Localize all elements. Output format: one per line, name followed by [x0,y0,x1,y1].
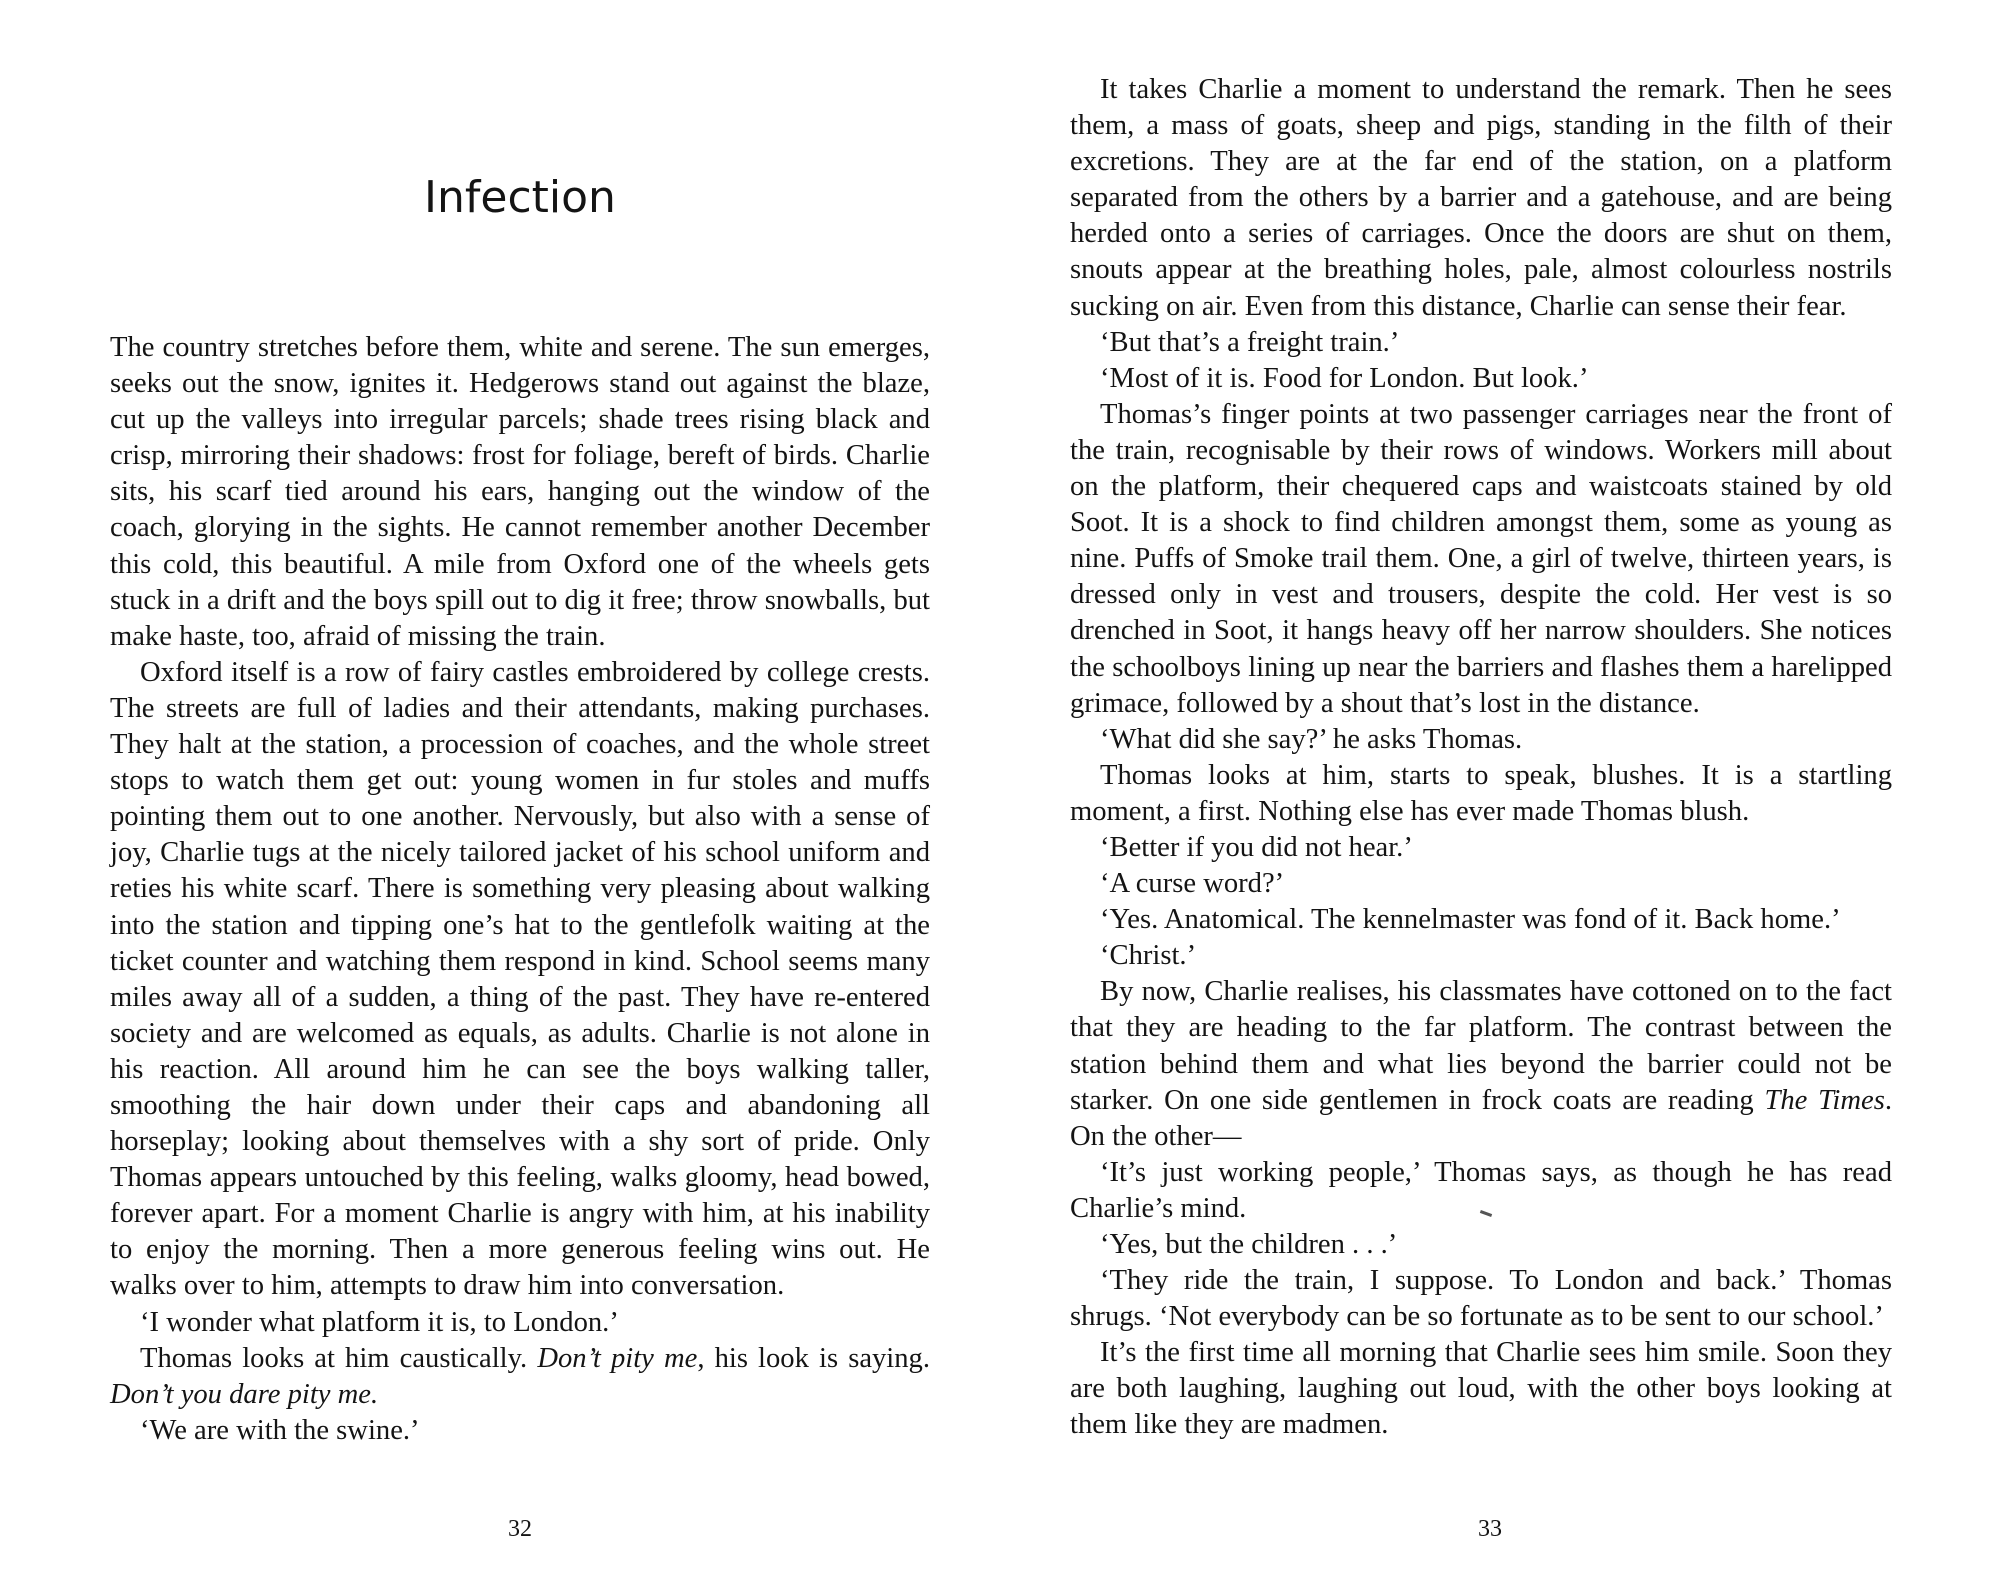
paragraph: Oxford itself is a row of fairy castles embroidered by college crests. The streets are full of ladies and their attendants, making purchases. They halt at the station, a procession of coaches, and the whole street stops to watch them get out: young women in fur stoles and muffs pointing them out to one another. Nervously, but also with a sense of joy, Charlie tugs at the nicely tailored jacket of his school uniform and reties his white scarf. There is something very pleasing about walking into the station and tipping one’s hat to the gentlefolk waiting at the ticket counter and watching them respond in kind. School seems many miles away all of a sudden, a thing of the past. They have re-entered society and are welcomed as equals, as adults. Charlie is not alone in his reaction. All around him he can see the boys walking taller, smoothing the hair down under their caps and abandoning all horseplay; looking about themselves with a shy sort of pride. Only Thomas appears untouched by this feeling, walks gloomy, head bowed, forever apart. For a moment Charlie is angry with him, at his inability to enjoy the morning. Then a more generous feeling wins out. He walks over to him, attempts to draw him into conversation. [110,656,930,1302]
left-page-text [110,330,930,1449]
paragraph: ‘What did she say?’ he asks Thomas. [1100,723,1523,755]
paragraph: It’s the first time all morning that Charlie sees him smile. Soon they are both laughing, laughing out loud, with the other boys looking at them like they are madmen. [1070,1337,1892,1441]
italic-phrase: Don’t you dare pity me. [110,1378,379,1410]
chapter-title: Infection [424,172,616,223]
right-page [1000,0,2000,1594]
paragraph: ‘We are with the swine.’ [140,1414,420,1446]
paragraph: Thomas’s finger points at two passenger carriages near the front of the train, recognisable by their rows of windows. Workers mill about on the platform, their chequered caps and waistcoats stained by old Soot. It is a shock to find children amongst them, some as young as nine. Puffs of Smoke trail them. One, a girl of twelve, thirteen years, is dressed only in vest and trousers, despite the cold. Her vest is so drenched in Soot, it hangs heavy off her narrow shoulders. She notices the schoolboys lining up near the barriers and flashes them a harelipped grimace, followed by a shout that’s lost in the distance. [1070,398,1892,719]
paragraph: ‘They ride the train, I suppose. To London and back.’ Thomas shrugs. ‘Not everybody can be so fortunate as to be sent to our school.’ [1070,1265,1892,1333]
italic-phrase: Don’t pity me [537,1342,698,1374]
paragraph: ‘Yes, but the children . . .’ [1100,1229,1398,1260]
page-number: 33 [1478,1516,1502,1542]
page-number: 32 [508,1516,532,1542]
italic-phrase: The Times [1764,1084,1885,1116]
paragraph: ‘It’s just working people,’ Thomas says, as though he has read Charlie’s mind. [1070,1156,1892,1224]
paragraph: ‘Christ.’ [1100,940,1197,972]
paragraph: ‘A curse word?’ [1100,868,1285,900]
paragraph: ‘Better if you did not hear.’ [1100,831,1413,863]
paragraph: ‘Most of it is. Food for London. But look.’ [1100,362,1589,394]
paragraph-text: Thomas looks at him caustically. [140,1342,538,1374]
paragraph: It takes Charlie a moment to understand the remark. Then he sees them, a mass of goats, sheep and pigs, standing in the filth of their excretions. They are at the far end of the station, on a platform separated from the others by a barrier and a gatehouse, and are being herded onto a series of carriages. Once the doors are shut on them, snouts appear at the breathing holes, pale, almost colourless nostrils sucking on air. Even from this distance, Charlie can sense their fear. [1070,74,1892,322]
paragraph: ‘I wonder what platform it is, to London.’ [140,1306,619,1338]
paragraph-text: By now, Charlie realises, his classmates have cottoned on to the fact that they are heading to the far platform. The contrast between the station behind them and what lies beyond the barrier could not be starker. On one side gentlemen in frock coats are reading [1070,976,1892,1116]
paragraph: ‘Yes. Anatomical. The kennelmaster was fond of it. Back home.’ [1100,904,1841,936]
paragraph-text: . On the other— [1070,1084,1892,1152]
paragraph-text: , his look is saying. [697,1342,930,1374]
paragraph: ‘But that’s a freight train.’ [1100,326,1400,358]
right-page-text [1070,72,1892,1444]
paragraph: The country stretches before them, white and serene. The sun emerges, seeks out the snow, ignites it. Hedgerows stand out against the blaze, cut up the valleys into irregular parcels; shade trees rising black and crisp, mirroring their shadows: frost for foliage, bereft of birds. Charlie sits, his scarf tied around his ears, hanging out the window of the coach, glorying in the sights. He cannot remember another December this cold, this beautiful. A mile from Oxford one of the wheels gets stuck in a drift and the boys spill out to dig it free; throw snowballs, but make haste, too, afraid of missing the train. [110,332,930,652]
paragraph [110,1341,930,1413]
paragraph [1070,974,1892,1154]
paragraph: Thomas looks at him, starts to speak, blushes. It is a startling moment, a first. Nothing else has ever made Thomas blush. [1070,759,1892,827]
